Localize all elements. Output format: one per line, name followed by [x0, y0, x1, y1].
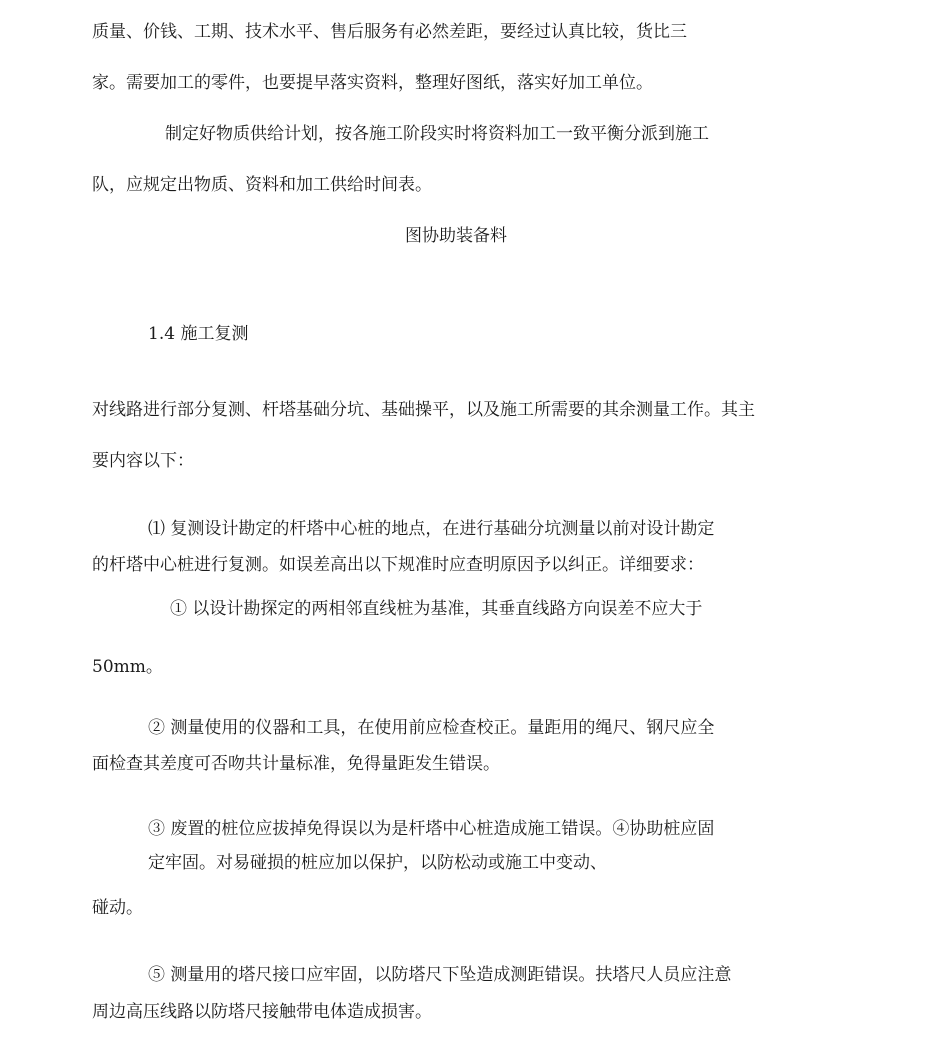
- list-item-line: 定牢固。对易碰损的桩应加以保护，以防松动或施工中变动、: [148, 853, 607, 873]
- list-item-line: ③ 废置的桩位应拔掉免得误以为是杆塔中心桩造成施工错误。④协助桩应固: [148, 819, 715, 839]
- list-item-line: ① 以设计勘探定的两相邻直线桩为基准，其垂直线路方向误差不应大于: [170, 599, 703, 619]
- paragraph-line: 家。需要加工的零件，也要提早落实资料，整理好图纸，落实好加工单位。: [92, 73, 653, 93]
- paragraph-line: 质量、价钱、工期、技术水平、售后服务有必然差距，要经过认真比较，货比三: [92, 22, 687, 42]
- section-heading: 1.4 施工复测: [148, 324, 249, 344]
- list-item-line: 50mm。: [92, 657, 163, 677]
- list-item-line: 的杆塔中心桩进行复测。如误差高出以下规准时应查明原因予以纠正。详细要求：: [92, 555, 704, 575]
- list-item-line: 面检查其差度可否吻共计量标准，免得量距发生错误。: [92, 754, 500, 774]
- list-item-line: ⑤ 测量用的塔尺接口应牢固，以防塔尺下坠造成测距错误。扶塔尺人员应注意: [148, 965, 732, 985]
- paragraph-line: 制定好物质供给计划，按各施工阶段实时将资料加工一致平衡分派到施工: [165, 124, 709, 144]
- list-item-line: ⑴ 复测设计勘定的杆塔中心桩的地点，在进行基础分坑测量以前对设计勘定: [148, 519, 715, 539]
- list-item-line: 周边高压线路以防塔尺接触带电体造成损害。: [92, 1002, 432, 1022]
- paragraph-line: 对线路进行部分复测、杆塔基础分坑、基础操平，以及施工所需要的其余测量工作。其主: [92, 400, 755, 420]
- paragraph-line: 要内容以下：: [92, 451, 194, 471]
- figure-caption: 图协助装备料: [405, 226, 507, 246]
- paragraph-line: 队，应规定出物质、资料和加工供给时间表。: [92, 175, 432, 195]
- list-item-line: 碰动。: [92, 898, 143, 918]
- list-item-line: ② 测量使用的仪器和工具，在使用前应检查校正。量距用的绳尺、钢尺应全: [148, 718, 715, 738]
